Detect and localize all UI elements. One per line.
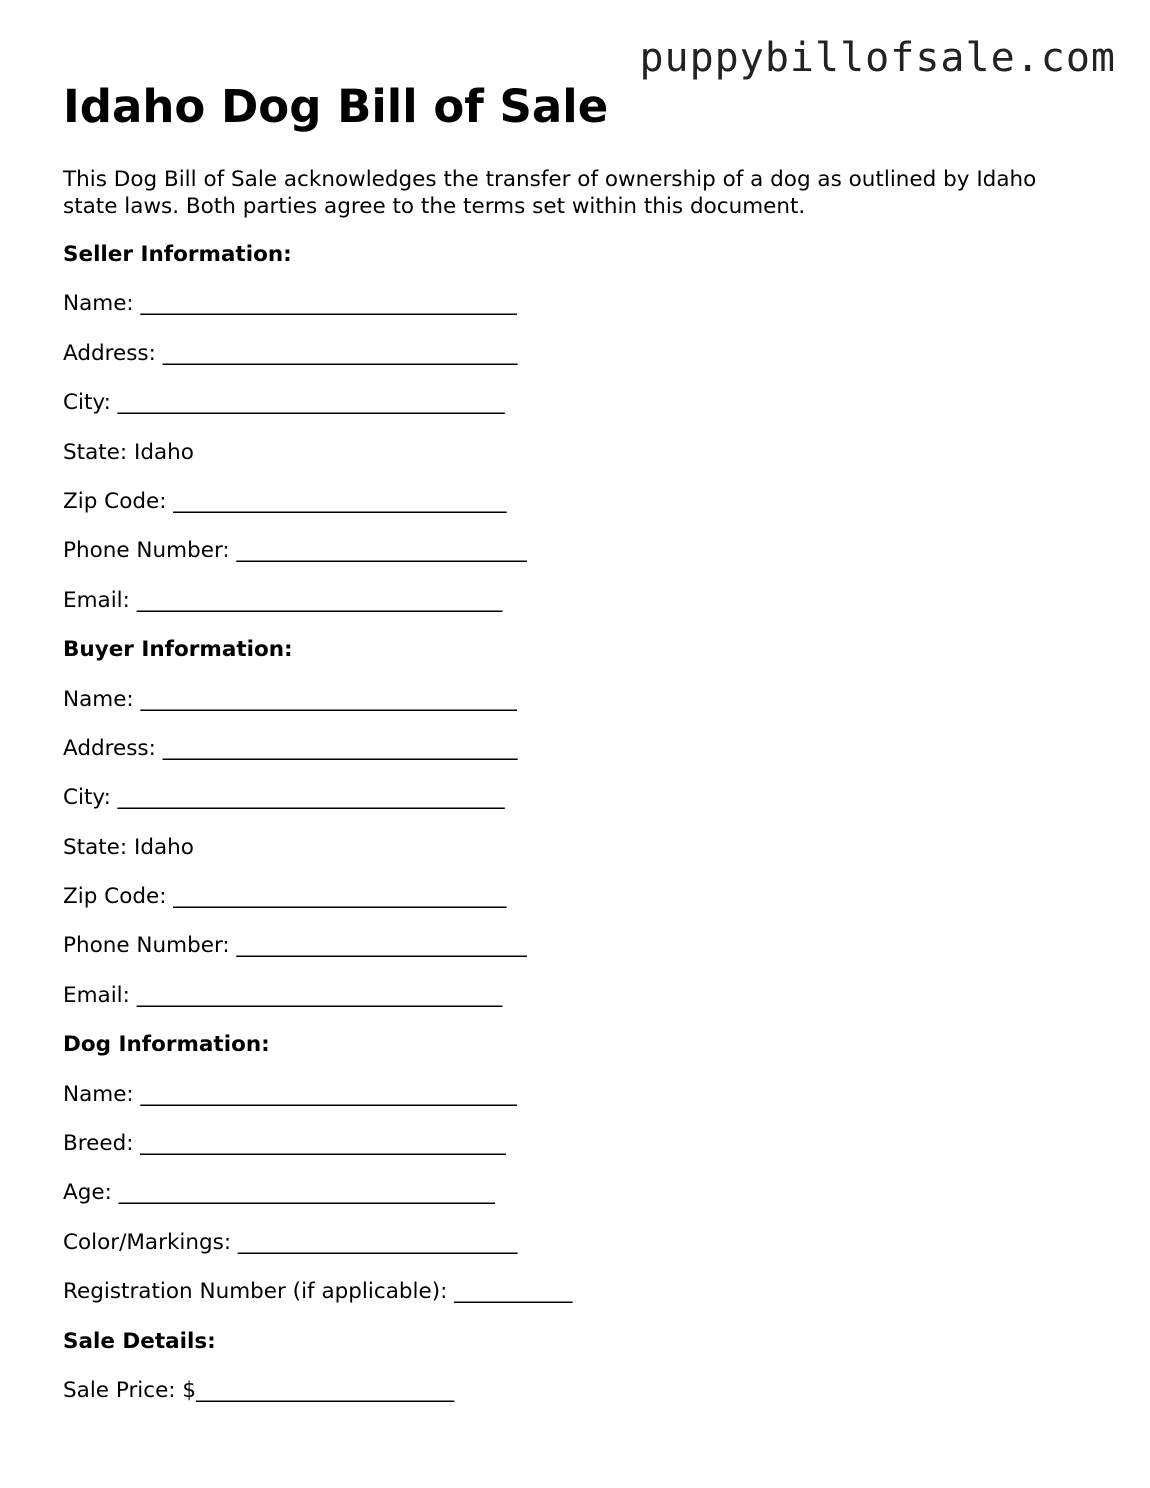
dog-breed-field[interactable]: Breed: __________________________________: [63, 1131, 506, 1157]
buyer-name-field[interactable]: Name: ___________________________________: [63, 686, 517, 712]
seller-phone-field[interactable]: Phone Number: ___________________________: [63, 538, 527, 564]
dog-registration-field[interactable]: Registration Number (if applicable): ___________: [63, 1279, 573, 1305]
document-title: Idaho Dog Bill of Sale: [63, 80, 609, 133]
seller-name-field[interactable]: Name: ___________________________________: [63, 291, 517, 317]
buyer-state: State: Idaho: [63, 834, 194, 860]
buyer-phone-field[interactable]: Phone Number: ___________________________: [63, 933, 527, 959]
dog-age-field[interactable]: Age: ___________________________________: [63, 1180, 495, 1206]
buyer-section-heading: Buyer Information:: [63, 637, 293, 663]
buyer-zip-field[interactable]: Zip Code: _______________________________: [63, 884, 507, 910]
seller-section-heading: Seller Information:: [63, 242, 292, 267]
site-watermark: puppybillofsale.com: [639, 35, 1116, 81]
dog-section-heading: Dog Information:: [63, 1032, 270, 1058]
dog-name-field[interactable]: Name: ___________________________________: [63, 1081, 517, 1107]
seller-state: State: Idaho: [63, 439, 194, 465]
intro-paragraph: This Dog Bill of Sale acknowledges the transfer of ownership of a dog as outlined by Idaho state laws. Both parties agree to the terms set within this document.: [63, 167, 1037, 219]
seller-city-field[interactable]: City: ____________________________________: [63, 390, 505, 416]
seller-address-field[interactable]: Address: _________________________________: [63, 340, 518, 366]
sale-price-field[interactable]: Sale Price: $________________________: [63, 1377, 455, 1403]
buyer-city-field[interactable]: City: ____________________________________: [63, 785, 505, 811]
dog-color-field[interactable]: Color/Markings: __________________________: [63, 1229, 518, 1255]
buyer-address-field[interactable]: Address: _________________________________: [63, 735, 518, 761]
form-body: [63, 239, 1063, 1424]
sale-section-heading: Sale Details:: [63, 1328, 216, 1354]
seller-zip-field[interactable]: Zip Code: _______________________________: [63, 488, 507, 514]
buyer-email-field[interactable]: Email: __________________________________: [63, 982, 503, 1008]
seller-email-field[interactable]: Email: __________________________________: [63, 587, 503, 613]
